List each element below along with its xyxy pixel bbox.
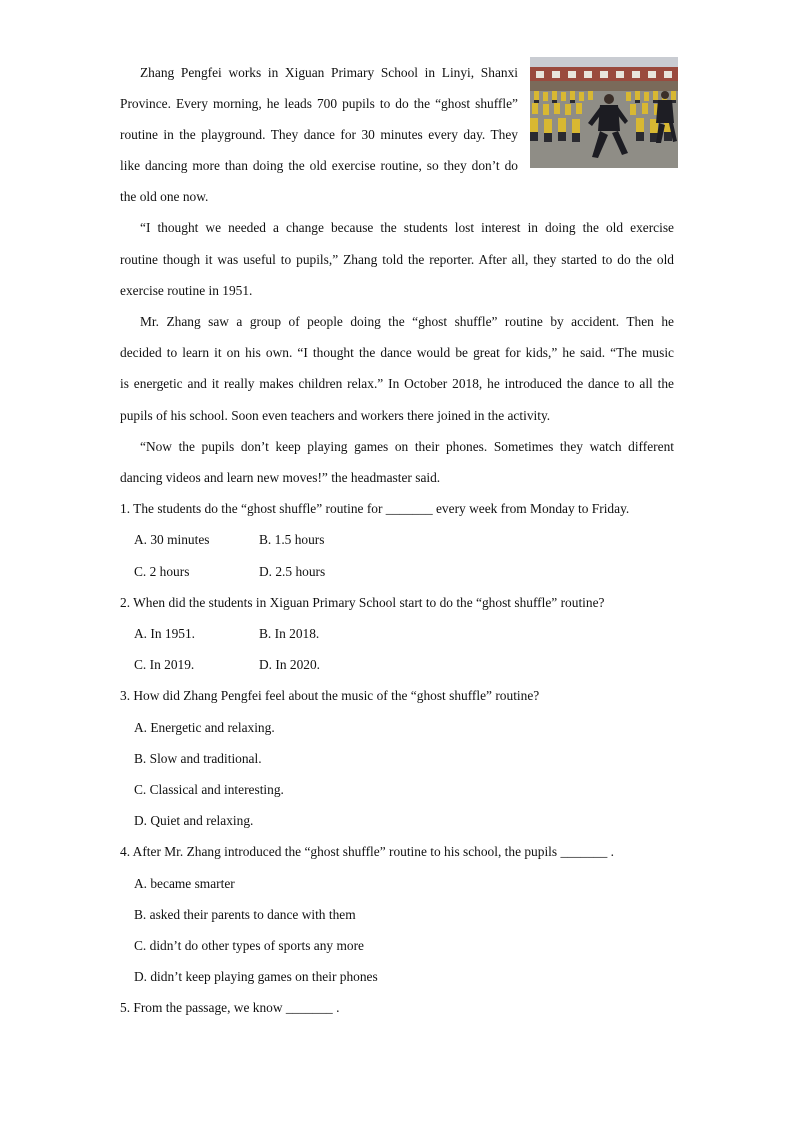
question-stem: 1. The students do the “ghost shuffle” routine for _______ every week from Monday to Friday. (120, 501, 630, 516)
passage-line: exercise routine in 1951. (120, 283, 253, 298)
question-stem: 4. After Mr. Zhang introduced the “ghost shuffle” routine to his school, the pupils _______ . (120, 844, 615, 859)
answer-option[interactable]: D. Quiet and relaxing. (134, 813, 254, 828)
answer-option[interactable]: B. 1.5 hours (259, 532, 325, 547)
passage-line: Mr. Zhang saw a group of people doing the “ghost shuffle” routine by accident. Then he (140, 314, 674, 329)
passage-line: Zhang Pengfei works in Xiguan Primary School in Linyi, Shanxi (140, 65, 518, 80)
passage-line: decided to learn it on his own. “I thought the dance would be great for kids,” he said. “The music (120, 345, 674, 360)
dancing-pupils-photo (530, 57, 678, 168)
question-stem: 5. From the passage, we know _______ . (120, 1000, 340, 1015)
passage-line: pupils of his school. Soon even teachers and workers there joined in the activity. (120, 408, 551, 423)
answer-option[interactable]: A. became smarter (134, 876, 235, 891)
passage-line: the old one now. (120, 189, 209, 204)
answer-option[interactable]: A. Energetic and relaxing. (134, 720, 275, 735)
answer-option[interactable]: B. Slow and traditional. (134, 751, 262, 766)
passage-line: routine in the playground. They dance for 30 minutes every day. They (120, 127, 518, 142)
passage-line: like dancing more than doing the old exercise routine, so they don’t do (120, 158, 518, 173)
answer-option[interactable]: A. 30 minutes (134, 532, 210, 547)
answer-option[interactable]: D. In 2020. (259, 657, 320, 672)
passage-line: Province. Every morning, he leads 700 pupils to do the “ghost shuffle” (120, 96, 518, 111)
answer-option[interactable]: A. In 1951. (134, 626, 195, 641)
answer-option[interactable]: C. In 2019. (134, 657, 195, 672)
answer-option[interactable]: B. In 2018. (259, 626, 320, 641)
answer-option[interactable]: C. didn’t do other types of sports any more (134, 938, 364, 953)
passage-line: routine though it was useful to pupils,” Zhang told the reporter. After all, they started to do the old (120, 252, 674, 267)
answer-option[interactable]: B. asked their parents to dance with them (134, 907, 356, 922)
playground-illustration (530, 57, 678, 168)
passage-line: is energetic and it really makes children relax.” In October 2018, he introduced the dance to all the (120, 376, 674, 391)
answer-option[interactable]: D. didn’t keep playing games on their phones (134, 969, 378, 984)
answer-option[interactable]: C. Classical and interesting. (134, 782, 284, 797)
passage-line: “Now the pupils don’t keep playing games on their phones. Sometimes they watch different (140, 439, 674, 454)
question-stem: 3. How did Zhang Pengfei feel about the music of the “ghost shuffle” routine? (120, 688, 540, 703)
passage-line: dancing videos and learn new moves!” the headmaster said. (120, 470, 441, 485)
answer-option[interactable]: C. 2 hours (134, 564, 190, 579)
question-stem: 2. When did the students in Xiguan Primary School start to do the “ghost shuffle” routine? (120, 595, 605, 610)
passage-line: “I thought we needed a change because the students lost interest in doing the old exercise (140, 220, 674, 235)
answer-option[interactable]: D. 2.5 hours (259, 564, 326, 579)
